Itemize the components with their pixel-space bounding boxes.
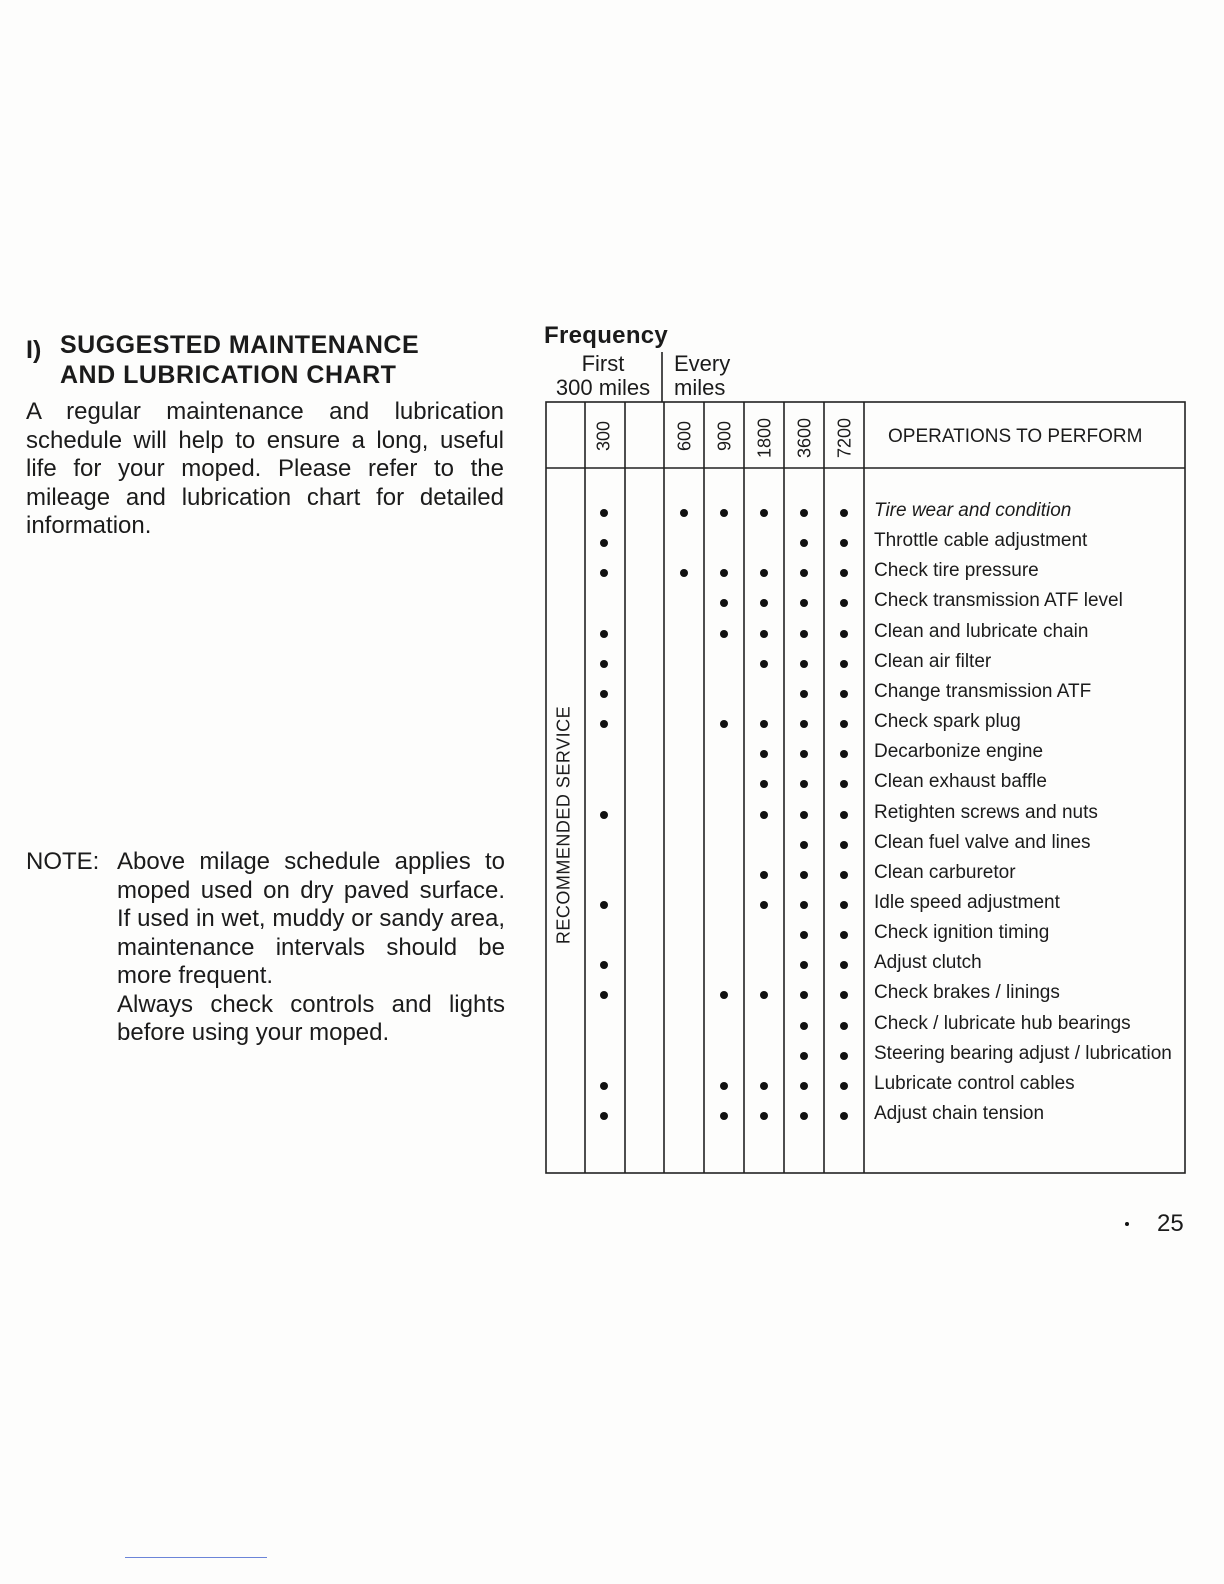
service-dot-7200 bbox=[840, 690, 848, 698]
service-dot-300 bbox=[600, 720, 608, 728]
service-dot-7200 bbox=[840, 569, 848, 577]
scan-mark-line bbox=[125, 1557, 267, 1558]
service-dot-300 bbox=[600, 509, 608, 517]
service-dot-3600 bbox=[800, 931, 808, 939]
column-header-900: 900 bbox=[714, 420, 735, 452]
service-dot-3600 bbox=[800, 539, 808, 547]
service-dot-3600 bbox=[800, 569, 808, 577]
service-dot-7200 bbox=[840, 599, 848, 607]
every-label: Every bbox=[674, 351, 731, 376]
service-dot-3600 bbox=[800, 871, 808, 879]
frequency-heading: Frequency bbox=[544, 322, 669, 349]
service-dot-3600 bbox=[800, 780, 808, 788]
service-dot-1800 bbox=[760, 811, 768, 819]
operation-label: Idle speed adjustment bbox=[874, 891, 1060, 913]
operation-label: Clean air filter bbox=[874, 650, 992, 672]
service-dot-300 bbox=[600, 660, 608, 668]
operation-label: Tire wear and condition bbox=[874, 500, 1072, 521]
service-dot-300 bbox=[600, 991, 608, 999]
service-dot-1800 bbox=[760, 630, 768, 638]
column-header-300: 300 bbox=[593, 420, 614, 452]
service-dot-7200 bbox=[840, 1052, 848, 1060]
service-dot-3600 bbox=[800, 991, 808, 999]
service-dot-1800 bbox=[760, 1082, 768, 1090]
service-dot-7200 bbox=[840, 931, 848, 939]
service-dot-7200 bbox=[840, 1112, 848, 1120]
operation-label: Retighten screws and nuts bbox=[874, 801, 1098, 823]
operation-label: Check spark plug bbox=[874, 711, 1021, 733]
service-dot-900 bbox=[720, 630, 728, 638]
operation-label: Check ignition timing bbox=[874, 922, 1050, 944]
service-dot-1800 bbox=[760, 720, 768, 728]
service-dot-3600 bbox=[800, 1022, 808, 1030]
note-paragraph-2: Always check controls and lights before using your moped. bbox=[117, 990, 505, 1046]
service-dot-300 bbox=[600, 539, 608, 547]
service-dot-600 bbox=[680, 569, 688, 577]
operation-label: Adjust chain tension bbox=[874, 1103, 1045, 1124]
service-dot-900 bbox=[720, 509, 728, 517]
service-dot-300 bbox=[600, 1082, 608, 1090]
operation-label: Change transmission ATF bbox=[874, 680, 1092, 702]
service-dot-900 bbox=[720, 1082, 728, 1090]
section-title-line1: SUGGESTED MAINTENANCE bbox=[60, 331, 420, 359]
service-dot-3600 bbox=[800, 750, 808, 758]
service-dot-300 bbox=[600, 961, 608, 969]
operation-label: Check / lubricate hub bearings bbox=[874, 1012, 1131, 1034]
service-dot-7200 bbox=[840, 780, 848, 788]
operation-label: Lubricate control cables bbox=[874, 1072, 1075, 1094]
operation-label: Adjust clutch bbox=[874, 952, 982, 974]
service-dot-3600 bbox=[800, 901, 808, 909]
service-dot-900 bbox=[720, 991, 728, 999]
service-dot-3600 bbox=[800, 690, 808, 698]
column-header-600: 600 bbox=[674, 420, 695, 452]
first-miles: 300 miles bbox=[555, 375, 651, 400]
page-number: 25 bbox=[1157, 1210, 1184, 1237]
service-dot-1800 bbox=[760, 871, 768, 879]
service-dot-300 bbox=[600, 901, 608, 909]
service-dot-1800 bbox=[760, 991, 768, 999]
service-dot-7200 bbox=[840, 841, 848, 849]
note-label: NOTE: bbox=[26, 848, 100, 875]
service-dot-7200 bbox=[840, 630, 848, 638]
section-title-line2: AND LUBRICATION CHART bbox=[60, 361, 397, 389]
service-dot-7200 bbox=[840, 660, 848, 668]
column-header-3600: 3600 bbox=[794, 417, 815, 459]
service-dot-600 bbox=[680, 509, 688, 517]
service-dot-900 bbox=[720, 1112, 728, 1120]
service-dot-900 bbox=[720, 720, 728, 728]
operation-label: Check transmission ATF level bbox=[874, 590, 1123, 612]
service-dot-300 bbox=[600, 811, 608, 819]
service-dot-1800 bbox=[760, 780, 768, 788]
service-dot-1800 bbox=[760, 569, 768, 577]
service-dot-1800 bbox=[760, 660, 768, 668]
service-dot-900 bbox=[720, 569, 728, 577]
service-dot-3600 bbox=[800, 630, 808, 638]
service-dot-3600 bbox=[800, 811, 808, 819]
service-dot-1800 bbox=[760, 599, 768, 607]
service-dot-3600 bbox=[800, 509, 808, 517]
service-dot-1800 bbox=[760, 901, 768, 909]
column-header-7200: 7200 bbox=[834, 417, 855, 459]
service-dot-1800 bbox=[760, 750, 768, 758]
every-miles: miles bbox=[674, 375, 726, 400]
service-dot-1800 bbox=[760, 1112, 768, 1120]
operation-label: Check brakes / linings bbox=[874, 982, 1060, 1004]
service-dot-3600 bbox=[800, 599, 808, 607]
service-dot-300 bbox=[600, 690, 608, 698]
service-dot-3600 bbox=[800, 1052, 808, 1060]
operation-label: Steering bearing adjust / lubrication bbox=[874, 1042, 1172, 1064]
service-dot-900 bbox=[720, 599, 728, 607]
operation-label: Clean and lubricate chain bbox=[874, 620, 1089, 642]
first-label: First bbox=[581, 351, 625, 376]
service-dot-7200 bbox=[840, 539, 848, 547]
service-dot-7200 bbox=[840, 901, 848, 909]
service-dot-7200 bbox=[840, 720, 848, 728]
service-dot-3600 bbox=[800, 1112, 808, 1120]
service-dot-300 bbox=[600, 569, 608, 577]
section-number: I) bbox=[26, 336, 42, 364]
page-dot bbox=[1125, 1222, 1129, 1226]
service-dot-7200 bbox=[840, 991, 848, 999]
service-dot-7200 bbox=[840, 750, 848, 758]
service-dot-7200 bbox=[840, 811, 848, 819]
service-dot-3600 bbox=[800, 961, 808, 969]
service-dot-300 bbox=[600, 630, 608, 638]
service-dot-300 bbox=[600, 1112, 608, 1120]
service-dot-3600 bbox=[800, 841, 808, 849]
operations-header: OPERATIONS TO PERFORM bbox=[888, 426, 1143, 447]
operation-label: Clean exhaust baffle bbox=[874, 771, 1047, 793]
recommended-service-label: RECOMMENDED SERVICE bbox=[553, 705, 574, 945]
service-dot-7200 bbox=[840, 1082, 848, 1090]
operation-label: Throttle cable adjustment bbox=[874, 530, 1088, 552]
service-dot-7200 bbox=[840, 961, 848, 969]
service-dot-3600 bbox=[800, 660, 808, 668]
service-dot-7200 bbox=[840, 871, 848, 879]
service-dot-7200 bbox=[840, 1022, 848, 1030]
note-paragraph-1: Above milage schedule applies to moped used on dry paved surface. If used in wet, muddy or sandy area, maintenance intervals should be more frequent. bbox=[117, 848, 505, 989]
intro-paragraph: A regular maintenance and lubrication schedule will help to ensure a long, useful life for your moped. Please refer to the mileage and lubrication chart for detailed information. bbox=[26, 398, 504, 539]
operation-label: Clean fuel valve and lines bbox=[874, 831, 1091, 853]
service-dot-3600 bbox=[800, 1082, 808, 1090]
operation-label: Decarbonize engine bbox=[874, 741, 1044, 763]
column-header-1800: 1800 bbox=[754, 417, 775, 459]
operation-label: Check tire pressure bbox=[874, 560, 1039, 582]
service-dot-3600 bbox=[800, 720, 808, 728]
service-dot-7200 bbox=[840, 509, 848, 517]
operation-label: Clean carburetor bbox=[874, 861, 1016, 883]
service-dot-1800 bbox=[760, 509, 768, 517]
